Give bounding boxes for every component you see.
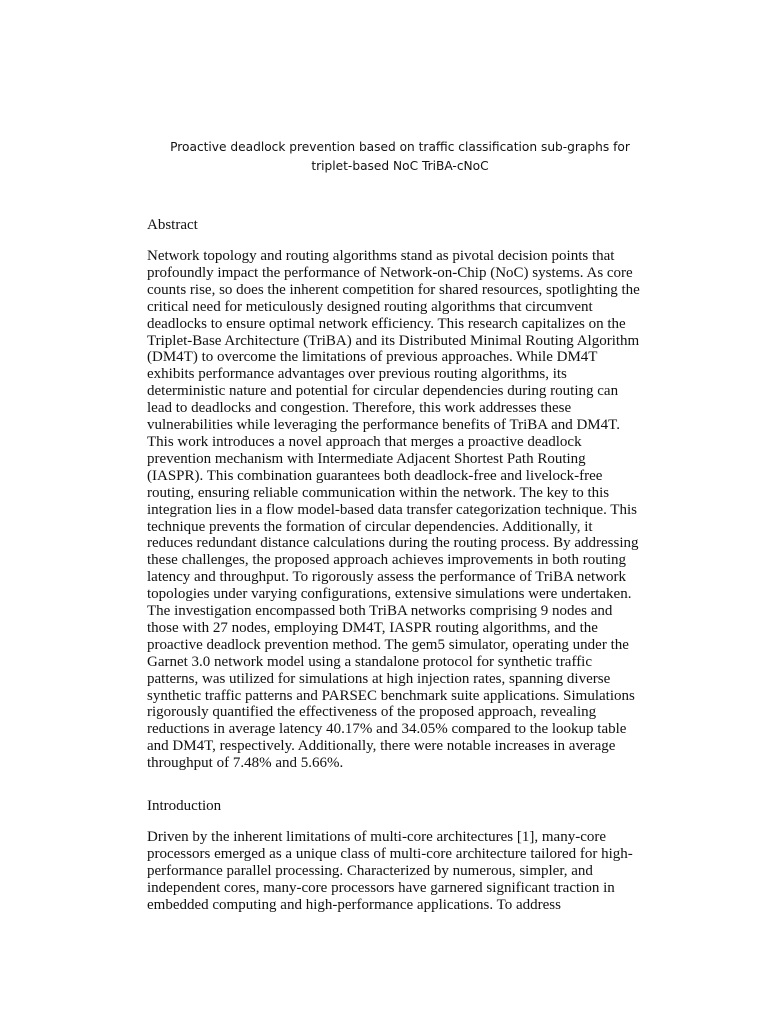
title-line: triplet-based NoC TriBA-cNoC bbox=[311, 159, 489, 173]
abstract-line: prevention mechanism with Intermediate Adjacent Shortest Path Routing bbox=[147, 450, 586, 467]
abstract-line: reductions in average latency 40.17% and 34.05% compared to the lookup table bbox=[147, 721, 627, 738]
abstract-line: and DM4T, respectively. Additionally, there were notable increases in average bbox=[147, 738, 616, 755]
abstract-line: synthetic traffic patterns and PARSEC benchmark suite applications. Simulations bbox=[147, 687, 635, 704]
abstract-line: technique prevents the formation of circular dependencies. Additionally, it bbox=[147, 518, 593, 535]
abstract-line: those with 27 nodes, employing DM4T, IASPR routing algorithms, and the bbox=[147, 619, 598, 636]
abstract-line: topologies under varying configurations, extensive simulations were undertaken. bbox=[147, 586, 632, 603]
abstract-line: vulnerabilities while leveraging the performance benefits of TriBA and DM4T. bbox=[147, 417, 620, 434]
abstract-line: (DM4T) to overcome the limitations of previous approaches. While DM4T bbox=[147, 349, 598, 366]
abstract-line: This work introduces a novel approach that merges a proactive deadlock bbox=[147, 433, 582, 450]
title-line: Proactive deadlock prevention based on traffic classification sub-graphs for bbox=[170, 140, 630, 154]
abstract-line: deterministic nature and potential for circular dependencies during routing can bbox=[147, 383, 619, 400]
document-title bbox=[150, 138, 650, 176]
intro-line: Driven by the inherent limitations of multi-core architectures [1], many-core bbox=[147, 829, 607, 845]
abstract-line: proactive deadlock prevention method. The gem5 simulator, operating under the bbox=[147, 636, 629, 653]
abstract-line: The investigation encompassed both TriBA networks comprising 9 nodes and bbox=[147, 603, 613, 620]
abstract-line: patterns, was utilized for simulations at high injection rates, spanning diverse bbox=[147, 670, 611, 687]
introduction-heading: Introduction bbox=[147, 798, 222, 814]
abstract-line: these challenges, the proposed approach achieves improvements in both routing bbox=[147, 552, 627, 569]
intro-line: processors emerged as a unique class of multi-core architecture tailored for high- bbox=[147, 845, 633, 862]
abstract-line: critical need for meticulously designed routing algorithms that circumvent bbox=[147, 298, 593, 315]
abstract-line: Network topology and routing algorithms stand as pivotal decision points that bbox=[147, 248, 615, 264]
intro-line: embedded computing and high-performance applications. To address bbox=[147, 896, 561, 913]
abstract-line: throughput of 7.48% and 5.66%. bbox=[147, 755, 344, 772]
abstract-heading: Abstract bbox=[147, 217, 198, 233]
abstract-line: Triplet-Base Architecture (TriBA) and its Distributed Minimal Routing Algorithm bbox=[147, 332, 640, 349]
abstract-line: profoundly impact the performance of Network-on-Chip (NoC) systems. As core bbox=[147, 264, 633, 281]
abstract-line: rigorously quantified the effectiveness of the proposed approach, revealing bbox=[147, 704, 597, 721]
intro-line: independent cores, many-core processors have garnered significant traction in bbox=[147, 879, 615, 896]
abstract-line: exhibits performance advantages over previous routing algorithms, its bbox=[147, 366, 567, 383]
intro-line: performance parallel processing. Characterized by numerous, simpler, and bbox=[147, 862, 593, 879]
abstract-line: counts rise, so does the inherent competition for shared resources, spotlighting the bbox=[147, 281, 640, 298]
introduction-paragraph bbox=[147, 829, 667, 914]
abstract-line: deadlocks to ensure optimal network efficiency. This research capitalizes on the bbox=[147, 315, 626, 332]
abstract-line: Garnet 3.0 network model using a standalone protocol for synthetic traffic bbox=[147, 653, 593, 670]
abstract-line: integration lies in a flow model-based data transfer categorization technique. This bbox=[147, 501, 637, 518]
abstract-line: lead to deadlocks and congestion. Therefore, this work addresses these bbox=[147, 400, 572, 417]
abstract-line: reduces redundant distance calculations during the routing process. By addressing bbox=[147, 535, 639, 552]
abstract-paragraph bbox=[147, 248, 667, 772]
abstract-line: routing, ensuring reliable communication within the network. The key to this bbox=[147, 484, 610, 501]
abstract-line: (IASPR). This combination guarantees both deadlock-free and livelock-free bbox=[147, 467, 603, 484]
abstract-line: latency and throughput. To rigorously assess the performance of TriBA network bbox=[147, 569, 627, 586]
